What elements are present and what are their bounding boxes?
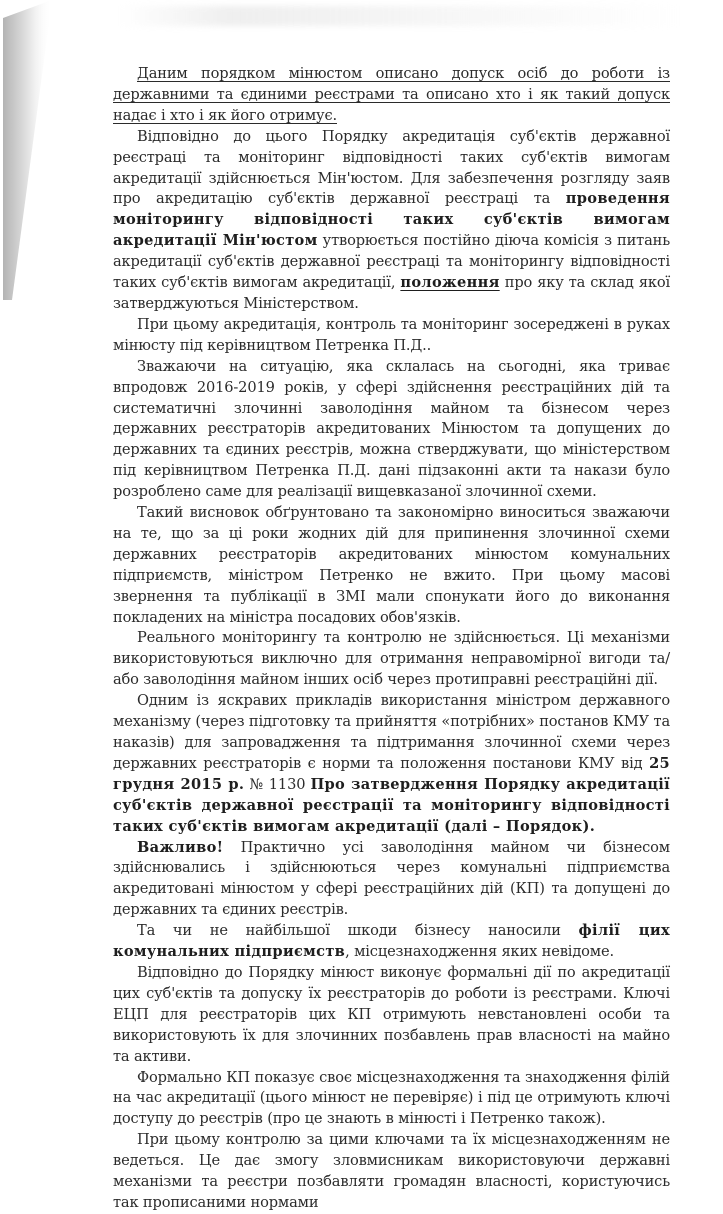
- paragraph: [113, 628, 670, 691]
- paragraph: [113, 838, 670, 922]
- text-run: При цьому акредитація, контроль та моніторинг зосереджені в руках мінюсту під керівництвом Петренка П.Д..: [113, 315, 670, 354]
- paragraph: [113, 357, 670, 503]
- text-run: Практично усі заволодіння майном чи бізнесом здійснювались і здійснюються через комунальні підприємства акредитовані мінюстом у сфері реєстраційних дій (КП) та допущені до державних та єдиних реєстрів.: [113, 838, 670, 919]
- document-body: [113, 64, 670, 1214]
- bold-text-run: Про затвердження Порядку акредитації суб'єктів державної реєстрації та моніторингу відповідності таких суб'єктів вимогам акредитації (далі – Порядок).: [113, 775, 670, 835]
- text-run: , місцезнаходження яких невідоме.: [345, 943, 614, 961]
- paragraph: [113, 315, 670, 357]
- bold-text-run: положення: [400, 274, 500, 292]
- bold-text-run: 25 грудня 2015 р.: [113, 754, 670, 793]
- text-run: Формально КП показує своє місцезнаходження та знаходження філій на час акредитації (цього мінюст не перевіряє) і під це отримують ключі доступу до реєстрів (про це знають в мінюсті і Петренко також).: [113, 1068, 670, 1128]
- text-run: Зважаючи на ситуацію, яка склалась на сьогодні, яка триває впродовж 2016-2019 років, у сфері здійснення реєстраційних дій та систематичні злочинні заволодіння майном та бізнесом через державних реєстраторів акредитованих Мінюстом та допущених до державних та єдиних реєстрів, можна стверджувати, що міністерством під керівництвом Петренка П.Д. дані підзаконні акти та накази було розроблено саме для реалізації вищевказаної злочинної схеми.: [113, 357, 670, 501]
- paragraph: [113, 503, 670, 628]
- paragraph: [113, 921, 670, 963]
- text-run: Реального моніторингу та контролю не здійснюється. Ці механізми використовуються виключно для отримання неправомірної вигоди та/або заволодіння майном інших осіб через протиправні реєстраційні дії.: [113, 629, 670, 689]
- text-run: Одним із яскравих прикладів використання міністром державного механізму (через підготовку та прийняття «потрібних» постанов КМУ та наказів) для запровадження та підтримання злочинної схеми через державних реєстраторів є норми та положення постанови КМУ від: [113, 692, 670, 772]
- text-run: утворюється постійно діюча комісія з питань акредитації суб'єктів державної реєстраці та моніторингу відповідності таких суб'єктів вимогам акредитації,: [113, 232, 670, 292]
- paragraph: [113, 1130, 670, 1214]
- bleed-through-text: [120, 6, 680, 26]
- text-run: Та чи не найбільшої шкоди бізнесу наносили: [137, 922, 579, 940]
- text-run: № 1130: [244, 775, 311, 793]
- paragraph: [113, 963, 670, 1068]
- text-run: Даним порядком мінюстом описано допуск осіб до роботи із державними та єдиними реєстрами та описано хто і як такий допуск надає і хто і як його отримує.: [113, 65, 670, 124]
- text-run: про яку та склад якої затверджуються Міністерством.: [113, 274, 670, 312]
- scanned-page-edge-shadow: [0, 0, 60, 1024]
- paragraph: [113, 127, 670, 315]
- text-run: Такий висновок обґрунтовано та закономірно виноситься зважаючи на те, що за ці роки жодних дій для припинення злочинної схеми державних реєстраторів акредитованих мінюстом комунальних підприємств, міністром Петренко не вжито. При цьому масові звернення та публікації в ЗМІ мали спонукати його до виконання покладених на міністра посадових обов'язків.: [113, 504, 670, 626]
- bold-text-run: філії цих комунальних підприємств: [113, 922, 670, 961]
- paragraph: [113, 1068, 670, 1131]
- bold-text-run: Важливо!: [137, 838, 224, 856]
- paragraph: [113, 691, 670, 837]
- bold-text-run: проведення моніторингу відповідності таких суб'єктів вимогам акредитації Мін'юстом: [113, 190, 670, 250]
- text-run: При цьому контролю за цими ключами та їх місцезнаходженням не ведеться. Це дає змогу зловмисникам використовуючи державні механізми та реєстри позбавляти громадян власності, користуючись так прописаними нормами: [113, 1131, 670, 1211]
- paragraph: [113, 64, 670, 127]
- text-run: Відповідно до цього Порядку акредитація суб'єктів державної реєстраці та моніторинг відповідності таких суб'єктів вимогам акредитації здійснюється Мін'юстом. Для забезпечення розгляду заяв про акредитацію суб'єктів державної реєстраці та: [113, 127, 670, 208]
- text-run: Відповідно до Порядку мінюст виконує формальні дії по акредитації цих суб'єктів та допуску їх реєстраторів до роботи із реєстрами. Ключі ЕЦП для реєстраторів цих КП отримують невстановлені особи та використовують їх для злочинних позбавлень прав власності на майно та активи.: [113, 963, 670, 1065]
